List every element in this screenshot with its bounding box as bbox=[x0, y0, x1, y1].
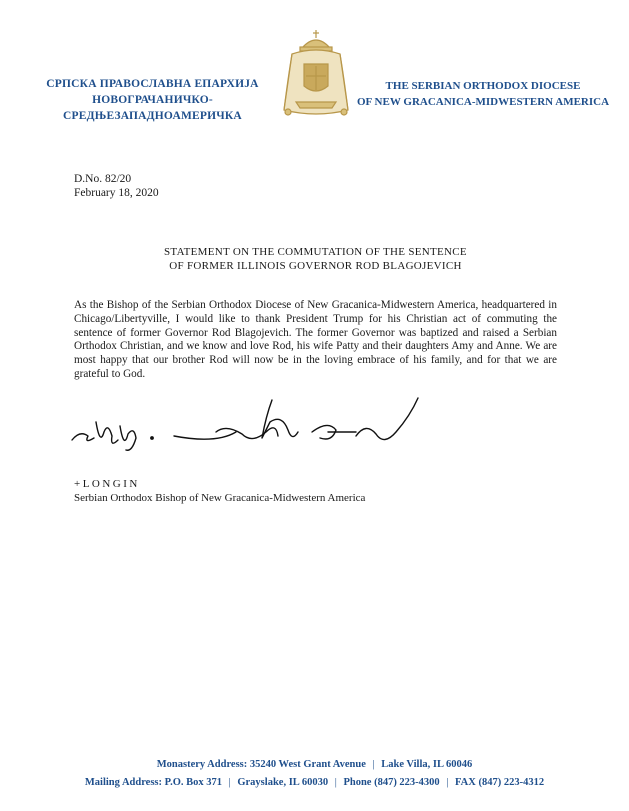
handwritten-signature bbox=[66, 392, 446, 462]
document-number: D.No. 82/20 bbox=[74, 173, 132, 185]
mailing-box: P.O. Box 371 bbox=[164, 777, 222, 788]
letterhead-cyrillic bbox=[20, 76, 285, 124]
statement-title-line2: OF FORMER ILLINOIS GOVERNOR ROD BLAGOJEVICH bbox=[169, 260, 462, 272]
signer-title: Serbian Orthodox Bishop of New Gracanica-Midwestern America bbox=[74, 491, 366, 504]
statement-title bbox=[74, 245, 557, 273]
reference-block bbox=[74, 172, 159, 200]
signer-name: +LONGIN bbox=[74, 478, 140, 490]
footer-address bbox=[0, 756, 629, 792]
diocese-crest-icon bbox=[278, 28, 354, 120]
footer-separator: | bbox=[228, 777, 231, 788]
letterhead-cyrillic-line1: СРПСКА ПРАВОСЛАВНА ЕПАРХИЈА bbox=[46, 78, 259, 90]
letterhead-english bbox=[352, 78, 614, 110]
statement-body: As the Bishop of the Serbian Orthodox Diocese of New Gracanica-Midwestern America, headquartered in Chicago/Libertyville, I would like to thank President Trump for his Christian act of commuting the sentence of former Governor Rod Blagojevich. The former Governor was baptized and raised a Serbian Orthodox Christian, and we know and love Rod, his wife Patty and their daughters Amy and Anne. We are most happy that our brother Rod will now be in the loving embrace of his family, and for that we are grateful to God. bbox=[74, 299, 557, 380]
letterhead-english-line2: OF NEW GRACANICA-MIDWESTERN AMERICA bbox=[356, 96, 610, 108]
letterhead-cyrillic-line2: НОВОГРАЧАНИЧКО-СРЕДЊЕЗАПАДНОАМЕРИЧКА bbox=[63, 94, 242, 122]
footer-mailing-line bbox=[0, 774, 629, 792]
monastery-street: 35240 West Grant Avenue bbox=[249, 759, 366, 770]
mailing-city: Grayslake, IL 60030 bbox=[237, 777, 329, 788]
mailing-label: Mailing Address: bbox=[84, 777, 162, 788]
signer-block bbox=[74, 478, 365, 505]
monastery-label: Monastery Address: bbox=[156, 759, 248, 770]
letterhead-english-line1: THE SERBIAN ORTHODOX DIOCESE bbox=[385, 80, 581, 92]
footer-separator: | bbox=[446, 777, 449, 788]
fax-number: FAX (847) 223-4312 bbox=[455, 777, 545, 788]
phone-number: Phone (847) 223-4300 bbox=[343, 777, 440, 788]
document-date: February 18, 2020 bbox=[74, 187, 159, 199]
footer-separator: | bbox=[334, 777, 337, 788]
footer-monastery-line bbox=[0, 756, 629, 774]
footer-separator: | bbox=[372, 759, 375, 770]
monastery-city: Lake Villa, IL 60046 bbox=[381, 759, 473, 770]
statement-title-line1: STATEMENT ON THE COMMUTATION OF THE SENTENCE bbox=[164, 246, 467, 258]
